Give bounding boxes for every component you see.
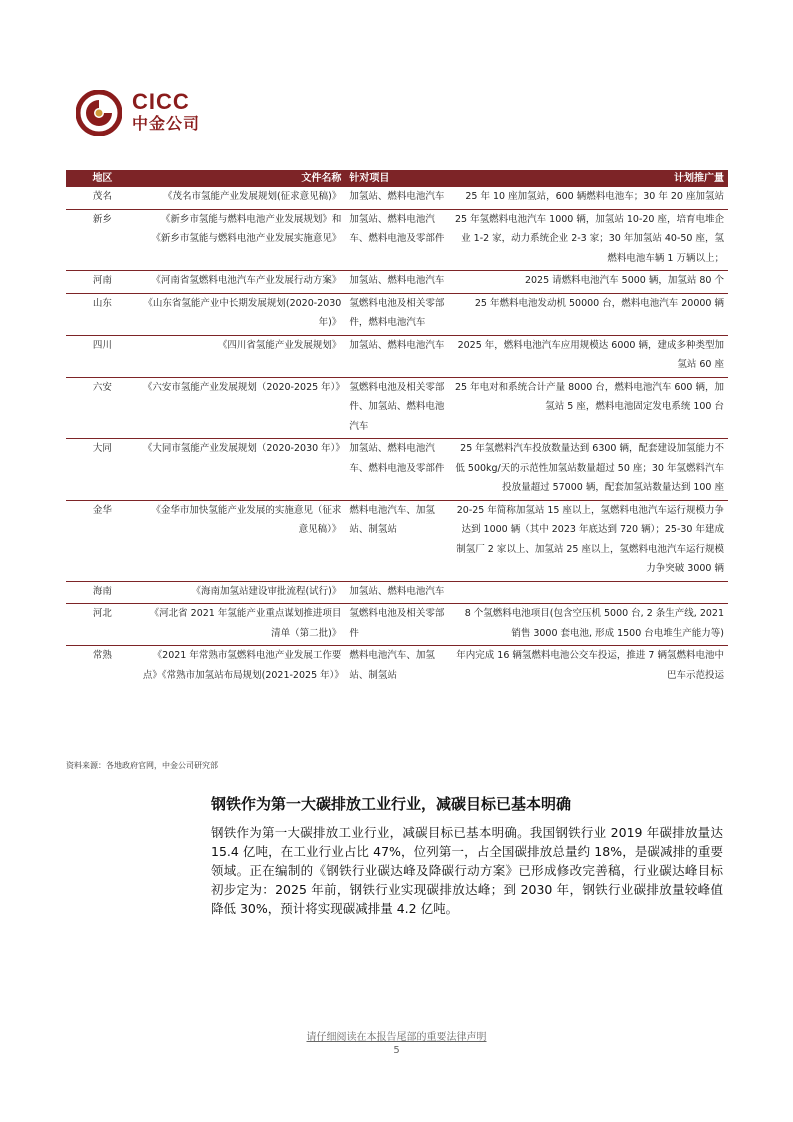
- cell-plan: 8 个氢燃料电池项目(包含空压机 5000 台, 2 条生产线, 2021 销售 3000 套电池, 形成 1500 台电堆生产能力等): [451, 604, 728, 646]
- source-note: 资料来源：各地政府官网，中金公司研究部: [66, 761, 218, 770]
- cell-plan: 25 年氢燃料电池汽车 1000 辆，加氢站 10-20 座，培育电堆企业 1-2 家，动力系统企业 2-3 家；30 年加氢站 40-50 座，氢燃料电池车辆 1 万辆以上；: [451, 209, 728, 271]
- logo-text-en: CICC: [132, 89, 190, 114]
- cell-document: 《大同市氢能产业发展规划（2020-2030 年）》: [139, 439, 345, 501]
- cell-document: 《金华市加快氢能产业发展的实施意见（征求意见稿）》: [139, 500, 345, 581]
- table-row: [66, 604, 728, 646]
- cell-target: 加氢站、燃料电池汽车、燃料电池及零部件: [345, 209, 450, 271]
- cell-document: 《新乡市氢能与燃料电池产业发展规划》和《新乡市氢能与燃料电池产业发展实施意见》: [139, 209, 345, 271]
- table-header-row: [66, 170, 728, 187]
- table-body: [66, 187, 728, 687]
- table-row: [66, 335, 728, 377]
- body-paragraph: 钢铁作为第一大碳排放工业行业，减碳目标已基本明确。我国钢铁行业 2019 年碳排放量达 15.4 亿吨，在工业行业占比 47%，位列第一，占全国碳排放总量约 18%，是碳减排的重要领域。正在编制的《钢铁行业碳达峰及降碳行动方案》已形成修改完善稿，行业碳达峰目标初步定为：2025 年前，钢铁行业实现碳排放达峰；到 2030 年，钢铁行业碳排放量较峰值降低 30%，预计将实现碳减排量 4.2 亿吨。: [211, 825, 723, 916]
- logo-text-cn: 中金公司: [132, 114, 201, 133]
- cell-document: 《海南加氢站建设审批流程(试行)》: [139, 581, 345, 604]
- table-row: [66, 293, 728, 335]
- cell-plan: 25 年燃料电池发动机 50000 台，燃料电池汽车 20000 辆: [451, 293, 728, 335]
- cell-target: 加氢站、燃料电池汽车、燃料电池及零部件: [345, 439, 450, 501]
- cell-region: 海南: [66, 581, 139, 604]
- cell-plan: 25 年氢燃料汽车投放数量达到 6300 辆，配套建设加氢能力不低 500kg/天的示范性加氢站数量超过 50 座；30 年氢燃料汽车投放量超过 57000 辆，配套加氢站数量达到 100 座: [451, 439, 728, 501]
- table-row: [66, 646, 728, 688]
- table-row: [66, 500, 728, 581]
- cell-target: 加氢站、燃料电池汽车: [345, 187, 450, 209]
- cell-plan: 25 年 10 座加氢站，600 辆燃料电池车；30 年 20 座加氢站: [451, 187, 728, 209]
- column-header-target: 针对项目: [345, 170, 450, 187]
- cell-plan: 年内完成 16 辆氢燃料电池公交车投运，推进 7 辆氢燃料电池中巴车示范投运: [456, 650, 724, 681]
- table-row: [66, 187, 728, 209]
- table-row: [66, 271, 728, 294]
- table-row: [66, 439, 728, 501]
- cell-plan: 2025 年，燃料电池汽车应用规模达 6000 辆，建成多种类型加氢站 60 座: [451, 335, 728, 377]
- table-row: [66, 377, 728, 439]
- cell-target: 氢燃料电池及相关零部件: [345, 604, 450, 646]
- cell-region: 大同: [66, 439, 139, 501]
- page-number: 5: [393, 1045, 400, 1056]
- cell-target: 氢燃料电池及相关零部件、加氢站、燃料电池汽车: [345, 377, 450, 439]
- cell-target: 氢燃料电池及相关零部件，燃料电池汽车: [345, 293, 450, 335]
- column-header-plan: 计划推广量: [451, 170, 728, 187]
- cell-region: 新乡: [66, 209, 139, 271]
- cell-region: 金华: [66, 500, 139, 581]
- cell-document: 《茂名市氢能产业发展规划(征求意见稿)》: [139, 187, 345, 209]
- section-title: 钢铁作为第一大碳排放工业行业，减碳目标已基本明确: [211, 795, 572, 813]
- cell-target: 加氢站、燃料电池汽车: [345, 335, 450, 377]
- cicc-logo-icon: [76, 90, 122, 136]
- table-row: [66, 581, 728, 604]
- cell-region: 茂名: [66, 187, 139, 209]
- cell-plan: [451, 581, 728, 604]
- cell-document: 《河南省氢燃料电池汽车产业发展行动方案》: [139, 271, 345, 294]
- cell-target: 加氢站、燃料电池汽车: [345, 271, 450, 294]
- footer-disclaimer-link[interactable]: 请仔细阅读在本报告尾部的重要法律声明: [306, 1032, 487, 1043]
- cell-document: 《六安市氢能产业发展规划（2020-2025 年）》: [139, 377, 345, 439]
- cell-target: 燃料电池汽车、加氢站、制氢站: [345, 500, 450, 581]
- cell-region: 四川: [66, 335, 139, 377]
- cell-region: 河南: [66, 271, 139, 294]
- cell-document: 《山东省氢能产业中长期发展规划(2020-2030 年)》: [139, 293, 345, 335]
- cell-plan: 20-25 年简称加氢站 15 座以上，氢燃料电池汽车运行规模力争达到 1000 辆（其中 2023 年底达到 720 辆）；25-30 年建成制氢厂 2 家以上、加氢站 25 座以上，氢燃料电池汽车运行规模力争突破 3000 辆: [451, 500, 728, 581]
- cell-plan: 2025 请燃料电池汽车 5000 辆，加氢站 80 个: [451, 271, 728, 294]
- cell-document: 《四川省氢能产业发展规划》: [139, 335, 345, 377]
- cell-target: 加氢站、燃料电池汽车: [345, 581, 450, 604]
- hydrogen-policy-table: [66, 170, 728, 687]
- cell-region: 山东: [66, 293, 139, 335]
- cell-region: 常熟: [92, 650, 112, 661]
- cell-target: 燃料电池汽车、加氢站、制氢站: [349, 650, 435, 681]
- table-row: [66, 209, 728, 271]
- cell-region: 河北: [66, 604, 139, 646]
- cicc-logo: [76, 90, 226, 136]
- cell-plan: 25 年电对和系统合计产量 8000 台，燃料电池汽车 600 辆，加氢站 5 座，燃料电池固定发电系统 100 台: [451, 377, 728, 439]
- cell-document: 《2021 年常熟市氢燃料电池产业发展工作要点》《常熟市加氢站布局规划(2021-2025 年）》: [142, 650, 344, 681]
- column-header-region: 地区: [66, 170, 139, 187]
- column-header-document: 文件名称: [139, 170, 345, 187]
- footer-disclaimer[interactable]: [0, 1028, 793, 1043]
- cell-region: 六安: [66, 377, 139, 439]
- cell-document: 《河北省 2021 年氢能产业重点谋划推进项目清单（第二批)》: [139, 604, 345, 646]
